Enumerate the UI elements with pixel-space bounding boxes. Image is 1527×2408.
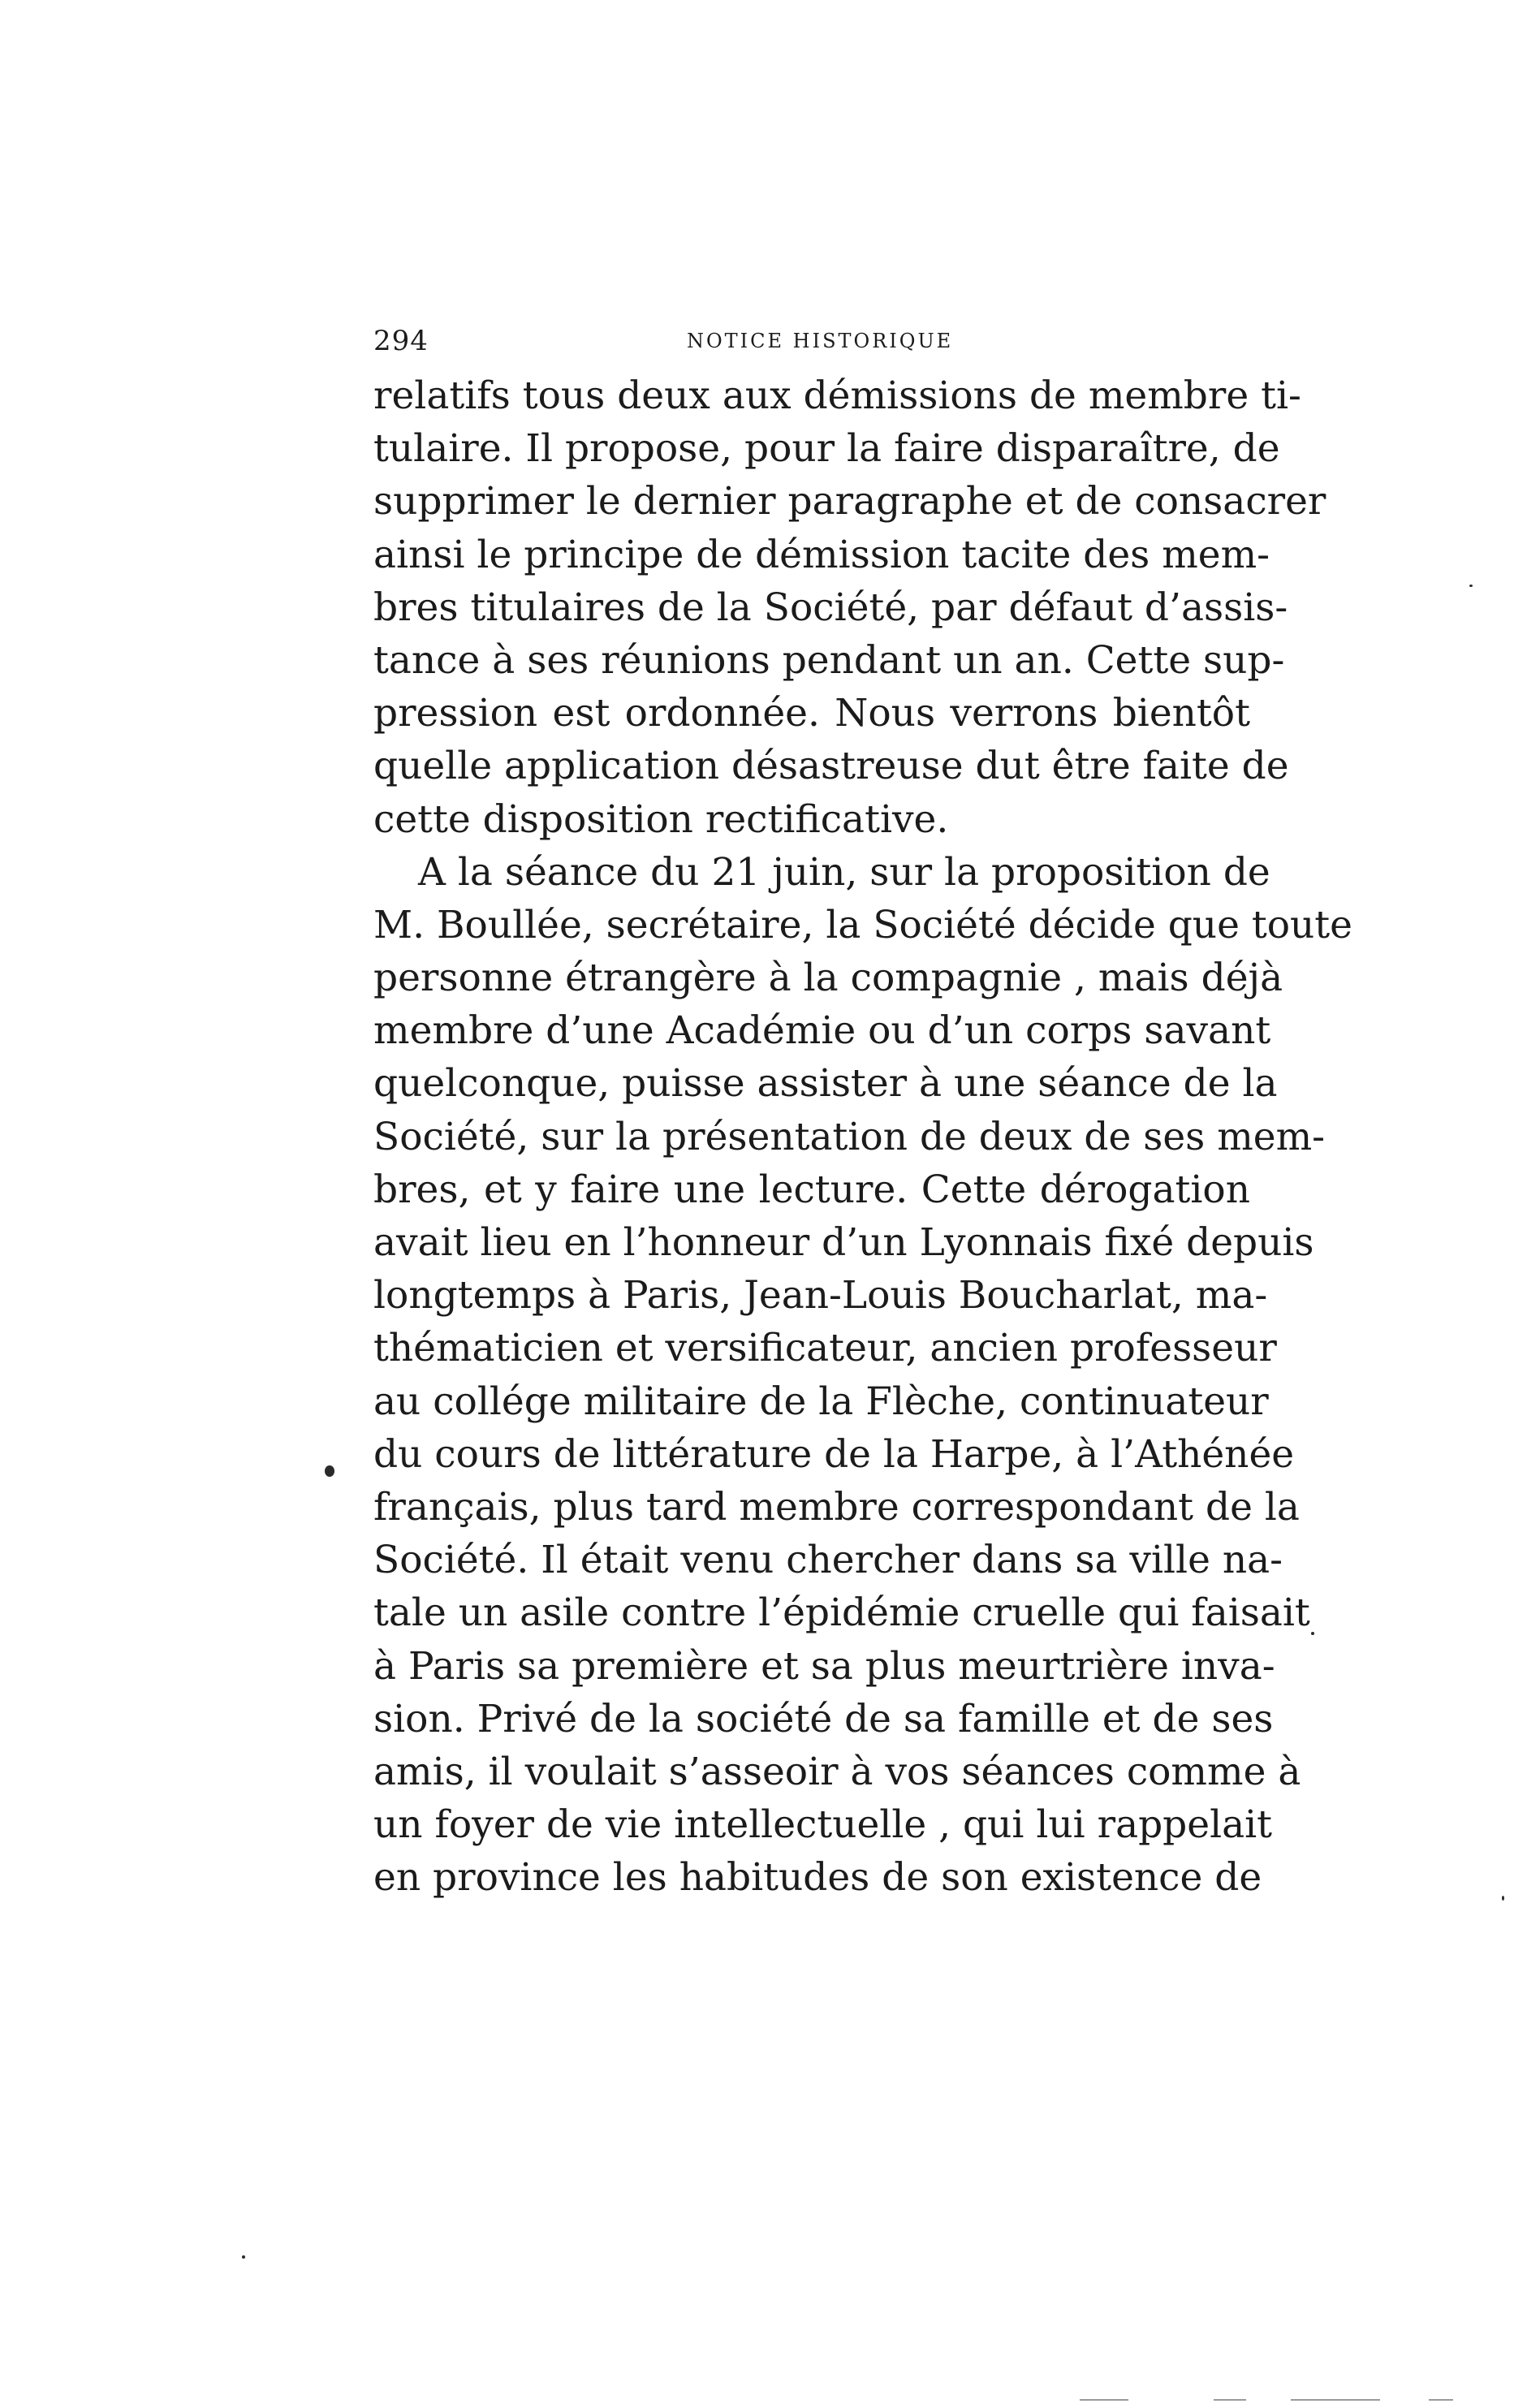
text-line: avait lieu en l’honneur d’un Lyonnais fixé depuis — [373, 1220, 1314, 1265]
text-line: au collége militaire de la Flèche, continuateur — [373, 1379, 1269, 1424]
ink-speck — [242, 2255, 245, 2259]
text-line: personne étrangère à la compagnie , mais déjà — [373, 956, 1283, 1001]
text-line: un foyer de vie intellectuelle , qui lui rappelait — [373, 1802, 1273, 1848]
page-number: 294 — [373, 325, 429, 357]
text-line: Société. Il était venu chercher dans sa ville na- — [373, 1538, 1283, 1583]
text-line: Société, sur la présentation de deux de ses mem- — [373, 1114, 1326, 1159]
text-line: quelle application désastreuse dut être faite de — [373, 744, 1289, 789]
paragraph-2 — [373, 846, 1352, 1905]
edge-smudge — [1080, 2399, 1128, 2401]
text-line: supprimer le dernier paragraphe et de consacrer — [373, 479, 1326, 524]
text-line: bres, et y faire une lecture. Cette dérogation — [373, 1167, 1250, 1212]
text-line: quelconque, puisse assister à une séance de la — [373, 1061, 1278, 1107]
text-line: membre d’une Académie ou d’un corps savant — [373, 1008, 1271, 1054]
page-header — [373, 325, 1250, 360]
text-line: du cours de littérature de la Harpe, à l’Athénée — [373, 1431, 1295, 1477]
body-text — [373, 369, 1352, 1904]
paragraph-1 — [373, 369, 1326, 846]
ink-speck — [325, 1465, 334, 1477]
text-line: longtemps à Paris, Jean-Louis Boucharlat, ma- — [373, 1273, 1268, 1318]
text-line: relatifs tous deux aux démissions de membre ti- — [373, 373, 1301, 418]
text-line: pression est ordonnée. Nous verrons bientôt — [373, 691, 1250, 736]
text-line: sion. Privé de la société de sa famille et de ses — [373, 1696, 1274, 1741]
ink-speck — [1311, 1632, 1314, 1635]
edge-smudge — [1214, 2399, 1246, 2401]
text-line: tance à ses réunions pendant un an. Cette sup- — [373, 637, 1285, 683]
text-line: français, plus tard membre correspondant de la — [373, 1484, 1300, 1530]
text-line: tulaire. Il propose, pour la faire disparaître, de — [373, 426, 1280, 472]
text-line: bres titulaires de la Société, par défaut d’assis- — [373, 585, 1288, 630]
ink-speck — [1502, 1896, 1504, 1901]
text-line: amis, il voulait s’asseoir à vos séances comme à — [373, 1749, 1301, 1794]
text-line: A la séance du 21 juin, sur la proposition de — [418, 849, 1270, 895]
text-line: cette disposition rectificative. — [373, 796, 949, 842]
text-line: thématicien et versificateur, ancien professeur — [373, 1326, 1277, 1371]
ink-speck — [1469, 585, 1473, 587]
text-line: M. Boullée, secrétaire, la Société décide que toute — [373, 902, 1352, 947]
edge-smudge — [1429, 2399, 1453, 2401]
text-line: à Paris sa première et sa plus meurtrière inva- — [373, 1643, 1275, 1689]
edge-smudge — [1291, 2399, 1380, 2401]
text-line: tale un asile contre l’épidémie cruelle qui faisait — [373, 1590, 1310, 1636]
text-line: en province les habitudes de son existence de — [373, 1855, 1262, 1901]
running-title: NOTICE HISTORIQUE — [687, 330, 954, 352]
text-line: ainsi le principe de démission tacite des mem- — [373, 532, 1270, 577]
